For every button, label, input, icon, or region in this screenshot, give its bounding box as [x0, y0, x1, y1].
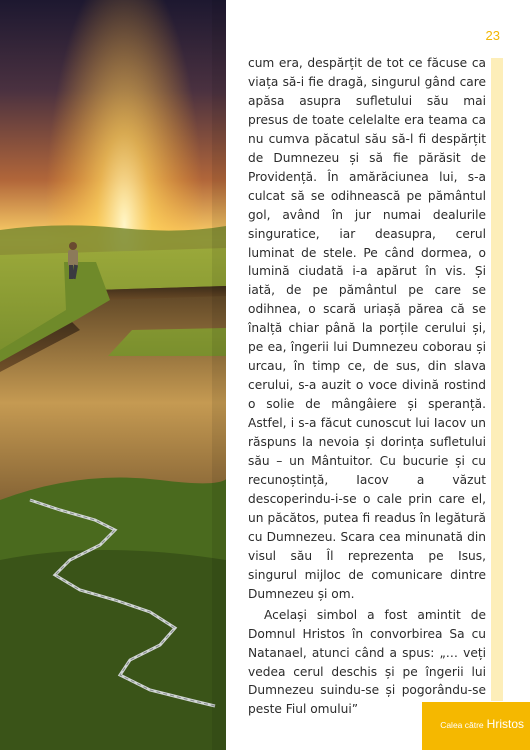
book-title: Hristos — [486, 717, 524, 731]
paragraph: cum era, despărțit de tot ce făcuse ca viața să-i fie dragă, singurul gând care apăsa asupra sufletului său mai presus de toate celelalte era teama ca nu cumva păcatul său să-l fi despărțit de Dumnezeu și să fie părăsit de Providență. În amărăciunea lui, s-a culcat să se odihnească pe pământul gol, având în jur numai dealurile singuratice, iar deasupra, cerul luminat de stele. Pe când dormea, o lumină ciudată i-a apărut în vis. Și iată, de pe pământul pe care se odihnea, o scară uriașă părea că se înalță chiar până la porțile cerului și, pe ea, îngerii lui Dumnezeu coborau și urcau, în timp ce, de sus, din slava cerului, s-a auzit o voce divină rostind o solie de mângâiere și speranță. Astfel, i s-a făcut cunoscut lui Iacov un răspuns la nevoia și dorința sufletului său – un Mântuitor. Cu bucurie și cu recunoștință, Iacov a văzut descoperindu-i-se o cale prin care el, un păcătos, putea fi readus în legătură cu Dumnezeu. Scara cea minunată din visul său Îl reprezenta pe Isus, singurul mijloc de comunicare dintre Dumnezeu și om. — [248, 56, 486, 601]
margin-rule — [491, 58, 503, 701]
page-number: 23 — [485, 28, 500, 43]
walking-man-figure — [68, 242, 78, 279]
footer-bar — [422, 702, 530, 750]
book-title-prefix: Calea către — [440, 720, 484, 730]
body-text — [248, 54, 486, 719]
illustration-photo — [0, 0, 226, 750]
book-title-label — [440, 715, 524, 733]
paragraph: Același simbol a fost amintit de Domnul Hristos în convorbirea Sa cu Natanael, atunci când a spus: „… veți vedea cerul deschis și pe îngerii lui Dumnezeu suindu-se și pogorându-se peste Fiul omului” — [248, 607, 486, 717]
